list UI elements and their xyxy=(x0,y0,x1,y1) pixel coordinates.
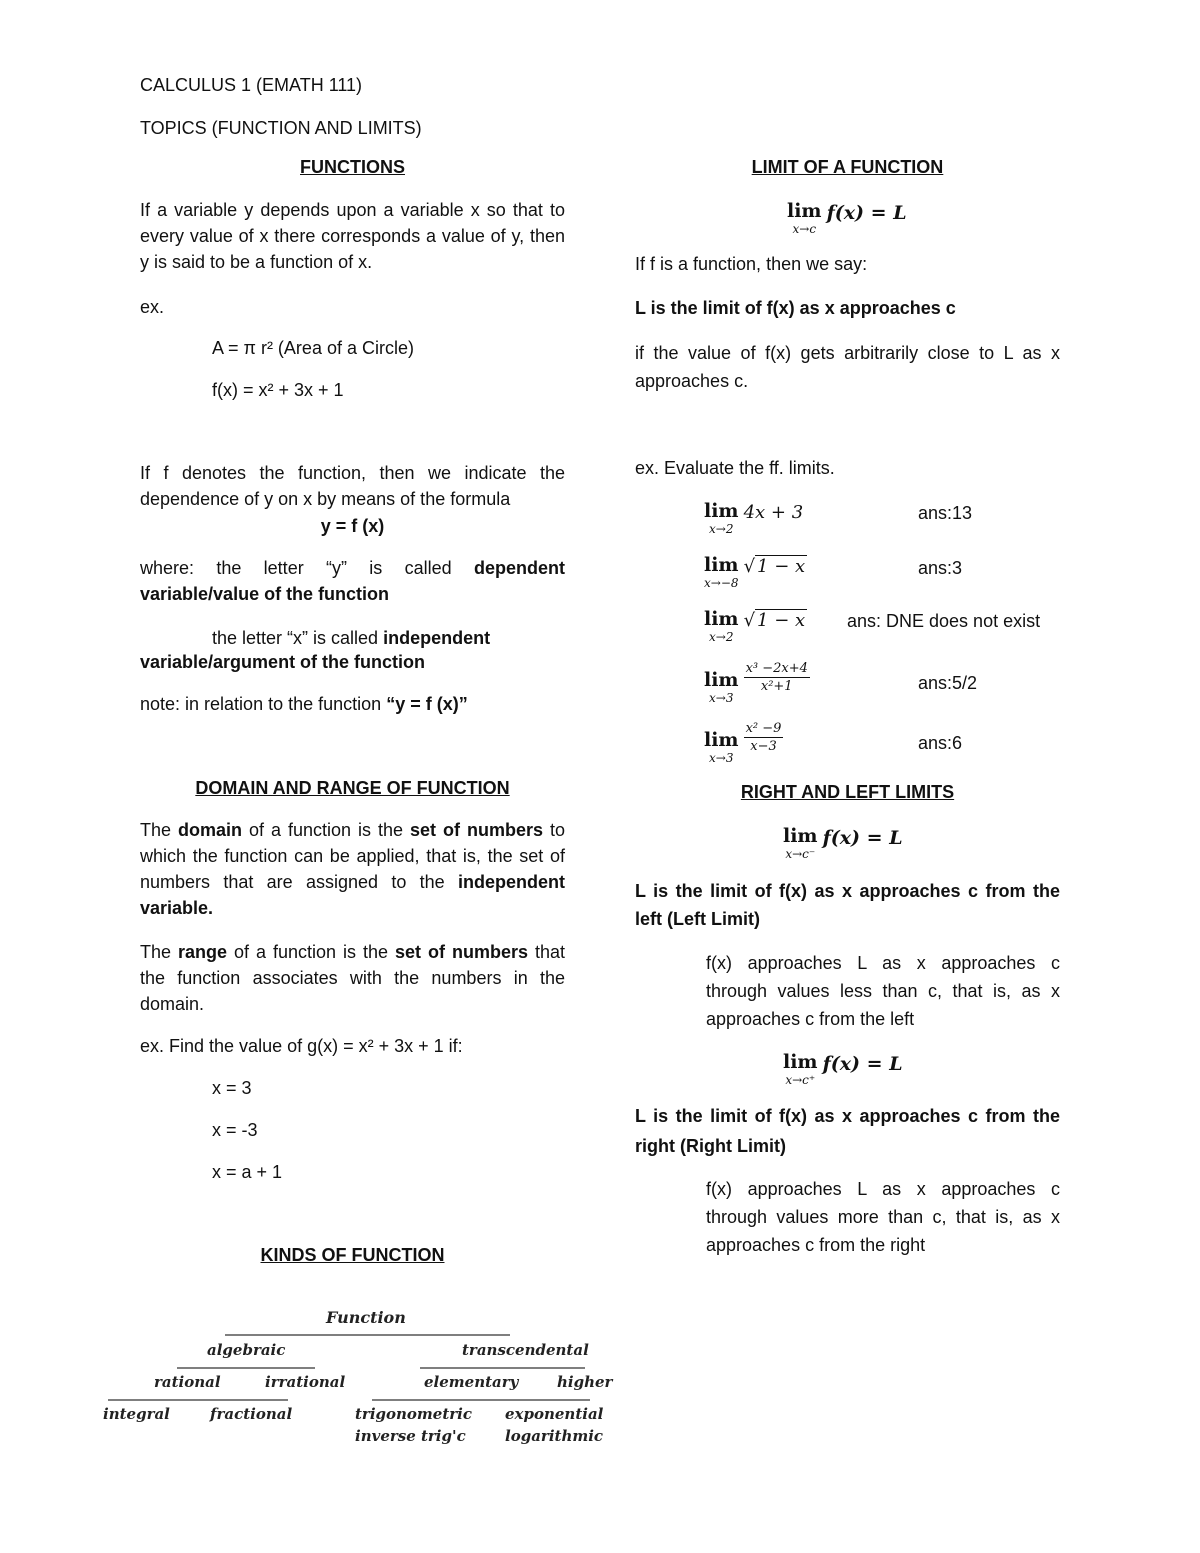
ex-label: ex. xyxy=(140,297,165,317)
range-r1: The xyxy=(140,942,172,962)
lim-word: lim xyxy=(704,500,739,522)
note-formula: “y = f (x)” xyxy=(386,694,468,714)
lim-operator xyxy=(787,202,822,235)
domain-t6: independent variable. xyxy=(140,872,565,918)
limit-answer: ans:3 xyxy=(918,558,963,578)
value-item: x = -3 xyxy=(212,1120,258,1140)
topics-title: TOPICS (FUNCTION AND LIMITS) xyxy=(140,118,422,138)
right-left-heading: RIGHT AND LEFT LIMITS xyxy=(740,782,955,802)
sqrt-expr: √ 1 − x xyxy=(743,556,806,577)
lim-expr: f(x) = L xyxy=(826,202,907,224)
lim-expr: f(x) = L xyxy=(822,1053,903,1075)
function-definition: If a variable y depends upon a variable x so that to every value of x there corresponds a value of y, then y is said to be a function of x. xyxy=(140,200,565,272)
lim-expr: f(x) = L xyxy=(822,827,903,849)
tree-logarithmic: logarithmic xyxy=(505,1427,604,1445)
lim-sub: x→2 xyxy=(709,522,734,536)
lim-word: lim xyxy=(704,669,739,691)
lim-word: lim xyxy=(787,200,822,222)
domain-t2: domain xyxy=(178,820,243,840)
if-function-text: If f is a function, then we say: xyxy=(635,254,868,274)
limit-definition-formula xyxy=(787,202,907,235)
limit-example xyxy=(704,661,810,704)
course-title: CALCULUS 1 (EMATH 111) xyxy=(140,75,363,95)
right-limit-formula xyxy=(783,1053,903,1086)
limit-example xyxy=(704,502,803,535)
fraction-denominator: x−3 xyxy=(750,739,777,754)
lim-sub: x→c⁻ xyxy=(785,847,816,861)
lim-word: lim xyxy=(704,729,739,751)
tree-rational: rational xyxy=(154,1373,221,1391)
limit-answer: ans:6 xyxy=(918,733,963,753)
range-r5: that the function associates with the numbers in the domain. xyxy=(140,942,565,1014)
domain-t5: to which the function can be applied, that is, the set of numbers that are assigned to the xyxy=(140,820,565,892)
range-r2: range xyxy=(178,942,228,962)
lim-sub: x→−8 xyxy=(704,576,739,590)
lim-sub: x→c⁺ xyxy=(785,1073,816,1087)
functions-heading: FUNCTIONS xyxy=(300,157,405,177)
left-limit-bold: L is the limit of f(x) as x approaches c from the left (Left Limit) xyxy=(635,881,1060,929)
right-limit-desc: f(x) approaches L as x approaches c through values more than c, that is, as x approaches c from the right xyxy=(706,1179,1060,1255)
where-prefix: where: the letter “y” is called xyxy=(140,558,452,578)
lim-expr: 4x + 3 xyxy=(743,502,804,523)
limit-value-text: if the value of f(x) gets arbitrarily close to L as x approaches c. xyxy=(635,343,1060,391)
x-prefix: the letter “x” is called xyxy=(212,628,379,648)
left-limit-formula xyxy=(783,827,903,860)
range-r4: set of numbers xyxy=(395,942,528,962)
lim-sub: x→2 xyxy=(709,630,734,644)
evaluate-text: ex. Evaluate the ff. limits. xyxy=(635,458,835,478)
domain-range-heading: DOMAIN AND RANGE OF FUNCTION xyxy=(195,778,510,798)
limit-example xyxy=(704,556,807,589)
lim-word: lim xyxy=(783,1051,818,1073)
tree-fractional: fractional xyxy=(210,1405,293,1423)
lim-word: lim xyxy=(704,608,739,630)
right-limit-bold: L is the limit of f(x) as x approaches c from the right (Right Limit) xyxy=(635,1106,1060,1156)
limit-example xyxy=(704,721,783,764)
lim-word: lim xyxy=(783,825,818,847)
dependent-term: dependent variable/value of the function xyxy=(140,558,565,604)
lim-sub: x→3 xyxy=(709,691,734,705)
sqrt-expr: √ 1 − x xyxy=(743,610,806,631)
kinds-heading: KINDS OF FUNCTION xyxy=(260,1245,445,1265)
tree-trigonometric: trigonometric xyxy=(355,1405,473,1423)
limit-bold-def: L is the limit of f(x) as x approaches c xyxy=(635,298,956,318)
tree-irrational: irrational xyxy=(265,1373,346,1391)
limit-example xyxy=(704,610,807,643)
example-area: A = π r² (Area of a Circle) xyxy=(212,338,414,358)
fraction xyxy=(744,721,784,754)
domain-t1: The xyxy=(140,820,172,840)
independent-term-b: variable/argument of the function xyxy=(140,652,426,672)
tree-inverse-trig: inverse trig'c xyxy=(355,1427,466,1445)
left-limit-desc: f(x) approaches L as x approaches c through values less than c, that is, as x approaches c from the left xyxy=(706,953,1060,1029)
tree-integral: integral xyxy=(103,1405,170,1423)
tree-higher: higher xyxy=(557,1373,613,1391)
fraction-denominator: x²+1 xyxy=(760,679,793,694)
limit-heading: LIMIT OF A FUNCTION xyxy=(751,157,944,177)
limit-answer: ans:13 xyxy=(918,503,973,523)
lim-sub: x→c xyxy=(792,222,817,236)
limit-answer: ans: DNE does not exist xyxy=(847,611,1041,631)
lim-word: lim xyxy=(704,554,739,576)
tree-elementary: elementary xyxy=(424,1373,519,1391)
find-value-text: ex. Find the value of g(x) = x² + 3x + 1 if: xyxy=(140,1036,463,1056)
domain-t3: of a function is the xyxy=(249,820,404,840)
fraction xyxy=(744,661,810,694)
lim-sub: x→3 xyxy=(709,751,734,765)
example-fx: f(x) = x² + 3x + 1 xyxy=(212,380,344,400)
tree-transcendental: transcendental xyxy=(462,1341,589,1359)
formula-y-fx: y = f (x) xyxy=(320,516,385,536)
tree-root: Function xyxy=(326,1308,406,1327)
independent-term-a: independent xyxy=(383,628,491,648)
range-r3: of a function is the xyxy=(234,942,389,962)
fraction-numerator: x² −9 xyxy=(745,721,782,736)
fraction-numerator: x³ −2x+4 xyxy=(745,661,808,676)
value-item: x = a + 1 xyxy=(212,1162,283,1182)
domain-t4: set of numbers xyxy=(410,820,543,840)
value-item: x = 3 xyxy=(212,1078,252,1098)
note-prefix: note: in relation to the function xyxy=(140,694,382,714)
tree-algebraic: algebraic xyxy=(207,1341,286,1359)
notation-text: If f denotes the function, then we indicate the dependence of y on x by means of the formula xyxy=(140,463,565,509)
tree-exponential: exponential xyxy=(505,1405,604,1423)
limit-answer: ans:5/2 xyxy=(918,673,978,693)
